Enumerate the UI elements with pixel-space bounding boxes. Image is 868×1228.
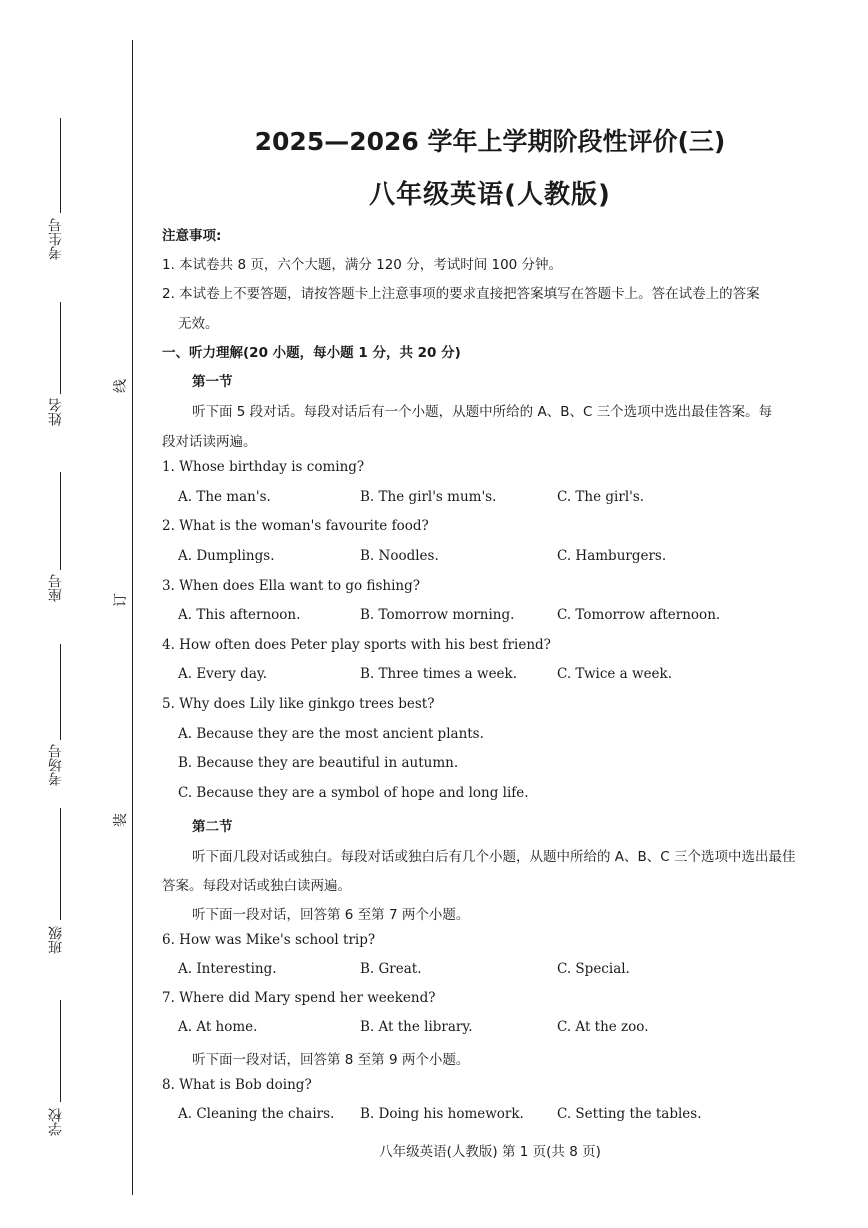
option-a: A. Cleaning the chairs. [178,1106,335,1122]
exam-subtitle: 八年级英语(人教版) [369,180,611,210]
field-name [46,302,76,452]
binding-mark-staple: 订 [113,593,129,607]
option-b: B. Because they are beautiful in autumn. [178,755,459,771]
question-text: 4. How often does Peter play sports with his best friend? [162,637,551,653]
question-text: 8. What is Bob doing? [162,1077,312,1093]
option-a: A. Interesting. [178,961,277,977]
section1-instructions: 段对话读两遍。 [162,434,257,450]
option-b: B. The girl's mum's. [360,489,497,505]
dialogue-lead: 听下面一段对话，回答第 8 至第 9 两个小题。 [192,1052,470,1068]
fill-line [60,118,61,213]
exam-title: 2025—2026 学年上学期阶段性评价(三) [254,127,726,156]
fill-line [60,302,61,394]
fill-line [60,808,61,920]
question-text: 3. When does Ella want to go fishing? [162,578,420,594]
section1-instructions: 听下面 5 段对话。每段对话后有一个小题，从题中所给的 A、B、C 三个选项中选出最佳答案。每 [192,404,773,420]
fill-line [60,1000,61,1102]
option-a: A. This afternoon. [178,607,301,623]
field-label: 班级 [48,926,64,954]
dialogue-lead: 听下面一段对话，回答第 6 至第 7 两个小题。 [192,907,470,923]
question-text: 2. What is the woman's favourite food? [162,518,429,534]
option-b: B. Doing his homework. [360,1106,524,1122]
field-seat-number [46,472,76,632]
option-b: B. Tomorrow morning. [360,607,515,623]
field-label: 姓名 [48,398,64,426]
part1-heading: 一、听力理解(20 小题，每小题 1 分，共 20 分) [162,345,461,361]
page-footer: 八年级英语(人教版) 第 1 页(共 8 页) [379,1144,601,1160]
section2-heading: 第二节 [192,819,233,835]
note-item-continued: 无效。 [178,316,219,332]
option-b: B. Noodles. [360,548,439,564]
option-c: C. Special. [557,961,630,977]
option-c: C. At the zoo. [557,1019,649,1035]
option-a: A. Dumplings. [178,548,275,564]
fill-line [60,644,61,740]
note-item: 2. 本试卷上不要答题，请按答题卡上注意事项的要求直接把答案填写在答题卡上。答在试卷上的答案 [162,286,760,302]
field-candidate-number [46,118,76,278]
field-label: 考场号 [48,744,64,786]
question-text: 7. Where did Mary spend her weekend? [162,990,436,1006]
option-b: B. At the library. [360,1019,473,1035]
option-c: C. Hamburgers. [557,548,667,564]
field-class [46,808,76,978]
option-c: C. Setting the tables. [557,1106,702,1122]
question-text: 6. How was Mike's school trip? [162,932,376,948]
option-a: A. At home. [178,1019,258,1035]
option-c: C. The girl's. [557,489,645,505]
field-label: 学校 [48,1108,64,1136]
section2-instructions: 听下面几段对话或独白。每段对话或独白后有几个小题，从题中所给的 A、B、C 三个选项中选出最佳 [192,849,796,865]
option-c: C. Because they are a symbol of hope and long life. [178,785,529,801]
notes-heading: 注意事项: [162,228,222,244]
question-text: 5. Why does Lily like ginkgo trees best? [162,696,435,712]
field-label: 座号 [48,574,64,602]
note-item: 1. 本试卷共 8 页，六个大题，满分 120 分，考试时间 100 分钟。 [162,257,563,273]
option-c: C. Twice a week. [557,666,673,682]
section1-heading: 第一节 [192,374,233,390]
question-text: 1. Whose birthday is coming? [162,459,365,475]
fill-line [60,472,61,570]
binding-mark-bind: 装 [113,813,129,827]
field-exam-room [46,644,76,804]
option-a: A. The man's. [178,489,271,505]
option-b: B. Great. [360,961,422,977]
option-b: B. Three times a week. [360,666,518,682]
binding-line [132,40,133,1195]
option-a: A. Because they are the most ancient plants. [178,726,484,742]
binding-mark-line: 线 [113,379,129,393]
field-label: 考生号 [48,218,64,260]
option-c: C. Tomorrow afternoon. [557,607,721,623]
option-a: A. Every day. [178,666,267,682]
section2-instructions: 答案。每段对话或独白读两遍。 [162,878,351,894]
field-school [46,1000,76,1150]
